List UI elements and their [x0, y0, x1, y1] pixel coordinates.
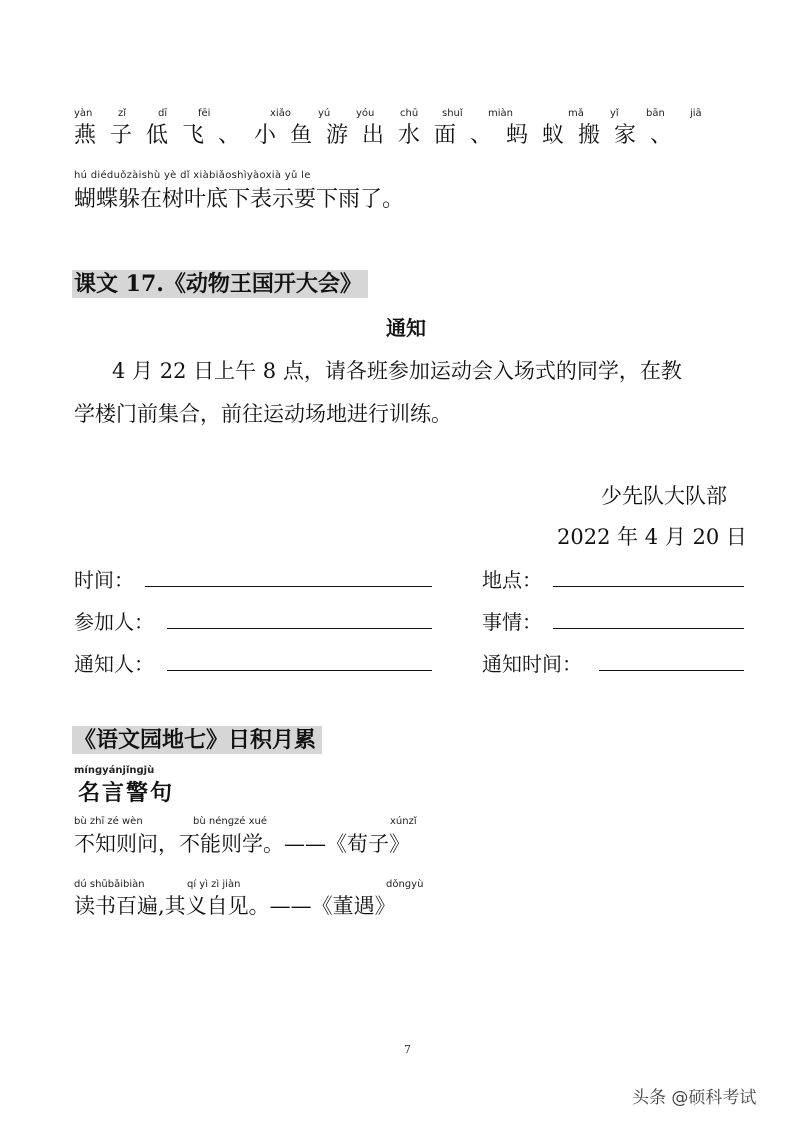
pinyin-row-2: hú diéduǒzàishù yè dǐ xiàbiǎoshìyàoxià yǔ le	[74, 170, 311, 181]
pinyin-syllable: dī	[158, 108, 168, 119]
notice-title: 通知	[386, 316, 426, 340]
quote2-pinyin-part3: dǒnɡyù	[386, 879, 424, 890]
lesson17-heading: 课文 17.《动物王国开大会》	[72, 270, 368, 298]
quote1-pinyin-part1: bù zhī zé wèn	[74, 816, 143, 827]
notifier-answer-line[interactable]	[167, 670, 432, 671]
quote2-pinyin-part2: qí yì zì jiàn	[187, 879, 241, 890]
notice-body-line-2: 学楼门前集合，前往运动场地进行训练。	[74, 402, 452, 426]
pinyin-syllable: zǐ	[118, 108, 127, 119]
page-number: 7	[404, 1043, 411, 1056]
sentence-line-2: 蝴蝶躲在树叶底下表示要下雨了。	[74, 187, 405, 212]
participants-answer-line[interactable]	[167, 628, 432, 629]
pinyin-syllable: mǎ	[568, 108, 584, 119]
time-label: 时间：	[74, 568, 134, 592]
pinyin-syllable: yàn	[74, 108, 93, 119]
pinyin-syllable: bān	[646, 108, 665, 119]
matter-answer-line[interactable]	[553, 628, 744, 629]
pinyin-syllable: yóu	[356, 108, 375, 119]
quote-1: 不知则问，不能则学。——《荀子》	[74, 832, 410, 856]
pinyin-syllable: miàn	[488, 108, 513, 119]
quote2-pinyin-part1: dú shūbǎibiàn	[74, 879, 145, 890]
pinyin-syllable: jiā	[690, 108, 702, 119]
pinyin-syllable: xiǎo	[270, 108, 291, 119]
notify-time-answer-line[interactable]	[599, 670, 744, 671]
participants-label: 参加人：	[74, 610, 154, 634]
quote1-pinyin-part3: xúnzǐ	[390, 816, 417, 827]
pinyin-syllable: shuǐ	[442, 108, 463, 119]
notice-sender: 少先队大队部	[601, 484, 727, 508]
pinyin-syllable: fēi	[198, 108, 211, 119]
subtitle: 名言警句	[78, 780, 175, 806]
place-answer-line[interactable]	[553, 586, 744, 587]
watermark: 头条 @硕科考试	[632, 1088, 757, 1108]
pinyin-syllable: chū	[400, 108, 419, 119]
notifier-label: 通知人：	[74, 652, 154, 676]
pinyin-syllable: yú	[318, 108, 331, 119]
matter-label: 事情：	[482, 610, 542, 634]
place-label: 地点：	[482, 568, 542, 592]
notice-body-line-1: 4 月 22 日上午 8 点，请各班参加运动会入场式的同学，在教	[112, 359, 682, 383]
notify-time-label: 通知时间：	[482, 652, 582, 676]
quote1-pinyin-part2: bù nénɡzé xué	[193, 816, 268, 827]
time-answer-line[interactable]	[145, 586, 432, 587]
garden7-heading: 《语文园地七》日积月累	[72, 726, 322, 754]
pinyin-syllable: yǐ	[610, 108, 619, 119]
subtitle-pinyin: mínɡyánjǐnɡjù	[74, 765, 155, 776]
quote-2: 读书百遍,其义自见。——《董遇》	[74, 894, 396, 918]
sentence-line-1: 燕子低飞、小鱼游出水面、蚂蚁搬家、	[74, 123, 687, 148]
notice-date: 2022 年 4 月 20 日	[557, 525, 747, 549]
